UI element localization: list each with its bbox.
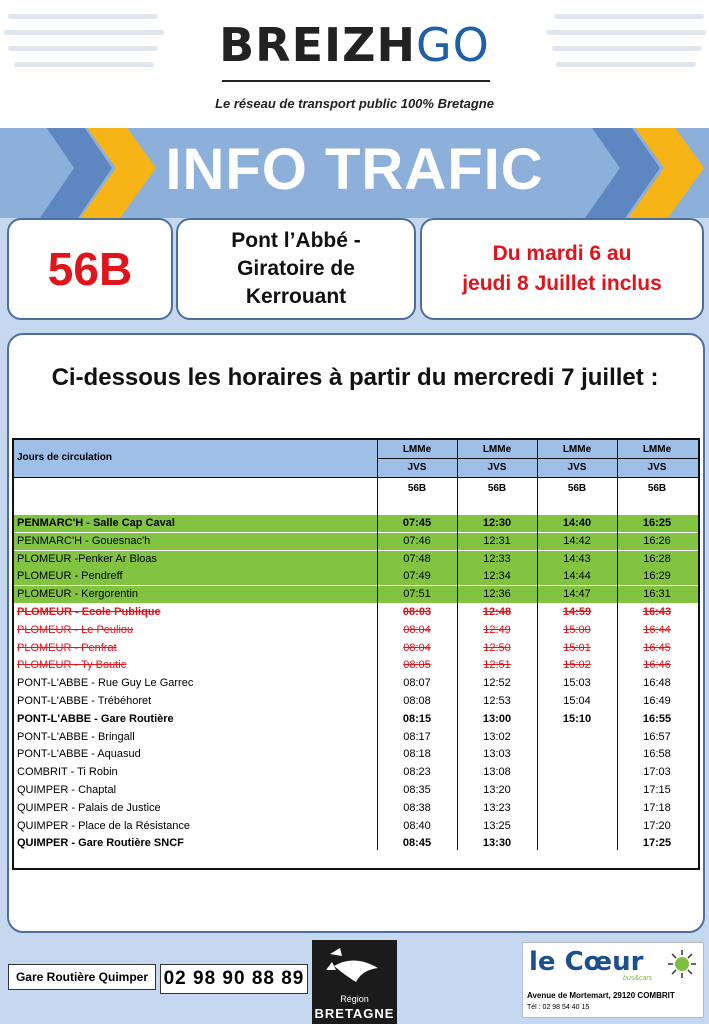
day-code: LMMe — [402, 444, 432, 455]
departure-time: 16:26 — [643, 534, 671, 547]
departure-time: 12:31 — [483, 534, 511, 547]
day-code-2: JVS — [487, 462, 507, 473]
departure-time: 07:45 — [402, 517, 432, 529]
departure-time: 12:36 — [483, 588, 511, 601]
departure-time: 13:30 — [482, 837, 512, 850]
quimper-station-label: Gare Routière Quimper — [8, 964, 156, 990]
departure-time: 12:53 — [483, 695, 511, 707]
date-box — [420, 218, 704, 320]
departure-time: 07:46 — [403, 534, 431, 547]
region-big-label: BRETAGNE — [314, 1006, 395, 1021]
table-row — [14, 533, 698, 550]
table-row — [14, 586, 698, 603]
departure-time: 13:23 — [483, 801, 511, 814]
departure-time: 16:44 — [643, 623, 671, 636]
departure-time: 12:33 — [483, 552, 511, 565]
departure-time: 15:02 — [563, 659, 591, 672]
table-row — [14, 835, 698, 852]
stop-name: PENMARC'H - Gouesnac'h — [17, 534, 151, 547]
stop-name: PONT-L'ABBE - Gare Routière — [17, 712, 174, 725]
departure-time: 12:52 — [483, 677, 511, 690]
stop-name: PLOMEUR -Penker Ar Bloas — [17, 552, 157, 565]
table-row — [14, 657, 698, 674]
departure-time: 08:18 — [403, 748, 431, 761]
line-number-box — [7, 218, 173, 320]
departure-time: 08:45 — [402, 837, 432, 850]
stop-line-2: Giratoire de — [237, 257, 355, 280]
coeur-brand: le Cœur — [529, 947, 644, 977]
stop-line-1: Pont l’Abbé - — [231, 229, 361, 252]
stop-name: PONT-L'ABBE - Trébéhoret — [17, 695, 152, 707]
departure-time: 08:04 — [403, 641, 431, 654]
schedule-subtitle: Ci-dessous les horaires à partir du mercredi 7 juillet : — [51, 364, 659, 391]
departure-time: 15:03 — [563, 677, 591, 690]
departure-time: 07:49 — [403, 570, 431, 583]
line-number: 56B — [47, 243, 133, 295]
table-row — [14, 800, 698, 817]
departure-time: 14:44 — [563, 570, 591, 583]
day-code-2: JVS — [567, 462, 587, 473]
coeur-address: Avenue de Mortemart, 29120 COMBRIT — [527, 991, 675, 1000]
tagline: Le réseau de transport public 100% Bretagne — [215, 96, 494, 111]
stop-name: QUIMPER - Palais de Justice — [17, 801, 161, 814]
day-code: LMMe — [482, 444, 512, 455]
departure-time: 16:28 — [643, 552, 671, 565]
table-row — [14, 782, 698, 799]
table-row — [14, 568, 698, 585]
line-code: 56B — [487, 483, 507, 494]
departure-time: 12:30 — [482, 517, 512, 529]
stop-name: PENMARC'H - Salle Cap Caval — [17, 517, 175, 529]
departure-time: 14:59 — [562, 606, 592, 618]
day-code-2: JVS — [407, 462, 427, 473]
departure-time: 14:40 — [562, 517, 592, 529]
logo-underline — [222, 80, 490, 82]
table-row — [14, 729, 698, 746]
departure-time: 13:00 — [482, 712, 512, 725]
stop-name: PLOMEUR - Ecole Publique — [17, 606, 161, 618]
departure-time: 13:03 — [483, 748, 511, 761]
le-coeur-logo — [522, 942, 704, 1018]
departure-time: 16:46 — [643, 659, 671, 672]
day-code-2: JVS — [647, 462, 667, 473]
stop-name: PLOMEUR - Kergorentin — [17, 588, 139, 601]
stop-name: PLOMEUR - Pendreff — [17, 570, 123, 583]
stop-name: COMBRIT - Ti Robin — [17, 766, 118, 779]
days-label: Jours de circulation — [17, 452, 113, 463]
table-row — [14, 711, 698, 728]
region-bretagne-logo — [312, 940, 397, 1024]
departure-time: 16:55 — [642, 712, 672, 725]
departure-time: 16:25 — [642, 517, 672, 529]
stop-box — [176, 218, 416, 320]
departure-time: 15:00 — [563, 623, 591, 636]
departure-time: 12:50 — [483, 641, 511, 654]
table-row — [14, 818, 698, 835]
stop-name: PONT-L'ABBE - Rue Guy Le Garrec — [17, 677, 194, 690]
departure-time: 14:43 — [563, 552, 591, 565]
departure-time: 17:15 — [643, 784, 671, 796]
stop-name: PONT-L'ABBE - Bringall — [17, 730, 135, 743]
table-row — [14, 622, 698, 639]
stop-name: QUIMPER - Gare Routière SNCF — [17, 837, 184, 850]
departure-time: 12:51 — [483, 659, 511, 672]
line-code: 56B — [407, 483, 427, 494]
table-row — [14, 764, 698, 781]
departure-time: 16:29 — [643, 570, 671, 583]
line-code: 56B — [647, 483, 667, 494]
departure-time: 08:08 — [403, 695, 431, 707]
date-line-2: jeudi 8 Juillet inclus — [462, 272, 662, 295]
departure-time: 08:23 — [403, 766, 431, 779]
departure-time: 07:51 — [403, 588, 431, 601]
table-row — [14, 551, 698, 568]
departure-time: 08:07 — [403, 677, 431, 690]
table-row — [14, 693, 698, 710]
coeur-phone: Tél : 02 98 54 40 15 — [527, 1004, 590, 1011]
departure-time: 16:31 — [643, 588, 671, 601]
table-row — [14, 515, 698, 532]
departure-time: 13:25 — [483, 819, 511, 832]
departure-time: 08:04 — [403, 623, 431, 636]
date-line-1: Du mardi 6 au — [492, 242, 632, 265]
departure-time: 13:02 — [483, 730, 511, 743]
departure-time: 17:25 — [642, 837, 672, 850]
departure-time: 12:49 — [483, 623, 511, 636]
sun-icon — [667, 949, 697, 979]
stop-line-3: Kerrouant — [245, 285, 347, 308]
phone-number: 02 98 90 88 89 — [160, 964, 308, 994]
departure-time: 08:40 — [403, 819, 431, 832]
line-code: 56B — [567, 483, 587, 494]
departure-time: 08:15 — [402, 712, 432, 725]
departure-time: 15:04 — [563, 695, 591, 707]
table-row — [14, 604, 698, 621]
departure-time: 07:48 — [403, 552, 431, 565]
day-code: LMMe — [642, 444, 672, 455]
departure-time: 17:20 — [643, 819, 671, 832]
departure-time: 16:49 — [643, 695, 671, 707]
departure-time: 08:05 — [403, 659, 431, 672]
departure-time: 08:17 — [403, 730, 431, 743]
stop-name: PLOMEUR - Penfrat — [17, 641, 117, 654]
ermine-bird-icon — [312, 940, 397, 994]
coeur-subtitle: bus&cars — [623, 975, 653, 982]
departure-time: 13:20 — [483, 784, 511, 796]
table-row — [14, 675, 698, 692]
table-row — [14, 640, 698, 657]
departure-time: 08:03 — [402, 606, 432, 618]
departure-time: 14:42 — [563, 534, 591, 547]
table-row — [14, 746, 698, 763]
departure-time: 08:35 — [403, 784, 431, 796]
departure-time: 08:38 — [403, 801, 431, 814]
day-code: LMMe — [562, 444, 592, 455]
departure-time: 15:01 — [563, 641, 591, 654]
departure-time: 13:08 — [483, 766, 511, 779]
departure-time: 16:58 — [643, 748, 671, 761]
timetable — [12, 438, 700, 870]
info-trafic-title: INFO TRAFIC — [165, 137, 544, 202]
departure-time: 17:03 — [643, 766, 671, 779]
stop-name: QUIMPER - Chaptal — [17, 784, 117, 796]
departure-time: 14:47 — [563, 588, 591, 601]
breizhgo-logo: BREIZHGO — [219, 18, 490, 72]
stop-name: PLOMEUR - Le Peuliou — [17, 623, 134, 636]
stop-name: QUIMPER - Place de la Résistance — [17, 819, 191, 832]
departure-time: 12:48 — [482, 606, 512, 618]
departure-time: 16:45 — [643, 641, 671, 654]
stop-name: PONT-L'ABBE - Aquasud — [17, 748, 141, 761]
departure-time: 16:57 — [643, 730, 671, 743]
region-small-label: Région — [340, 994, 369, 1004]
departure-time: 12:34 — [483, 570, 511, 583]
departure-time: 15:10 — [562, 712, 592, 725]
departure-time: 16:43 — [642, 606, 672, 618]
departure-time: 16:48 — [643, 677, 671, 690]
stop-name: PLOMEUR - Ty Boutic — [17, 659, 127, 672]
departure-time: 17:18 — [643, 801, 671, 814]
